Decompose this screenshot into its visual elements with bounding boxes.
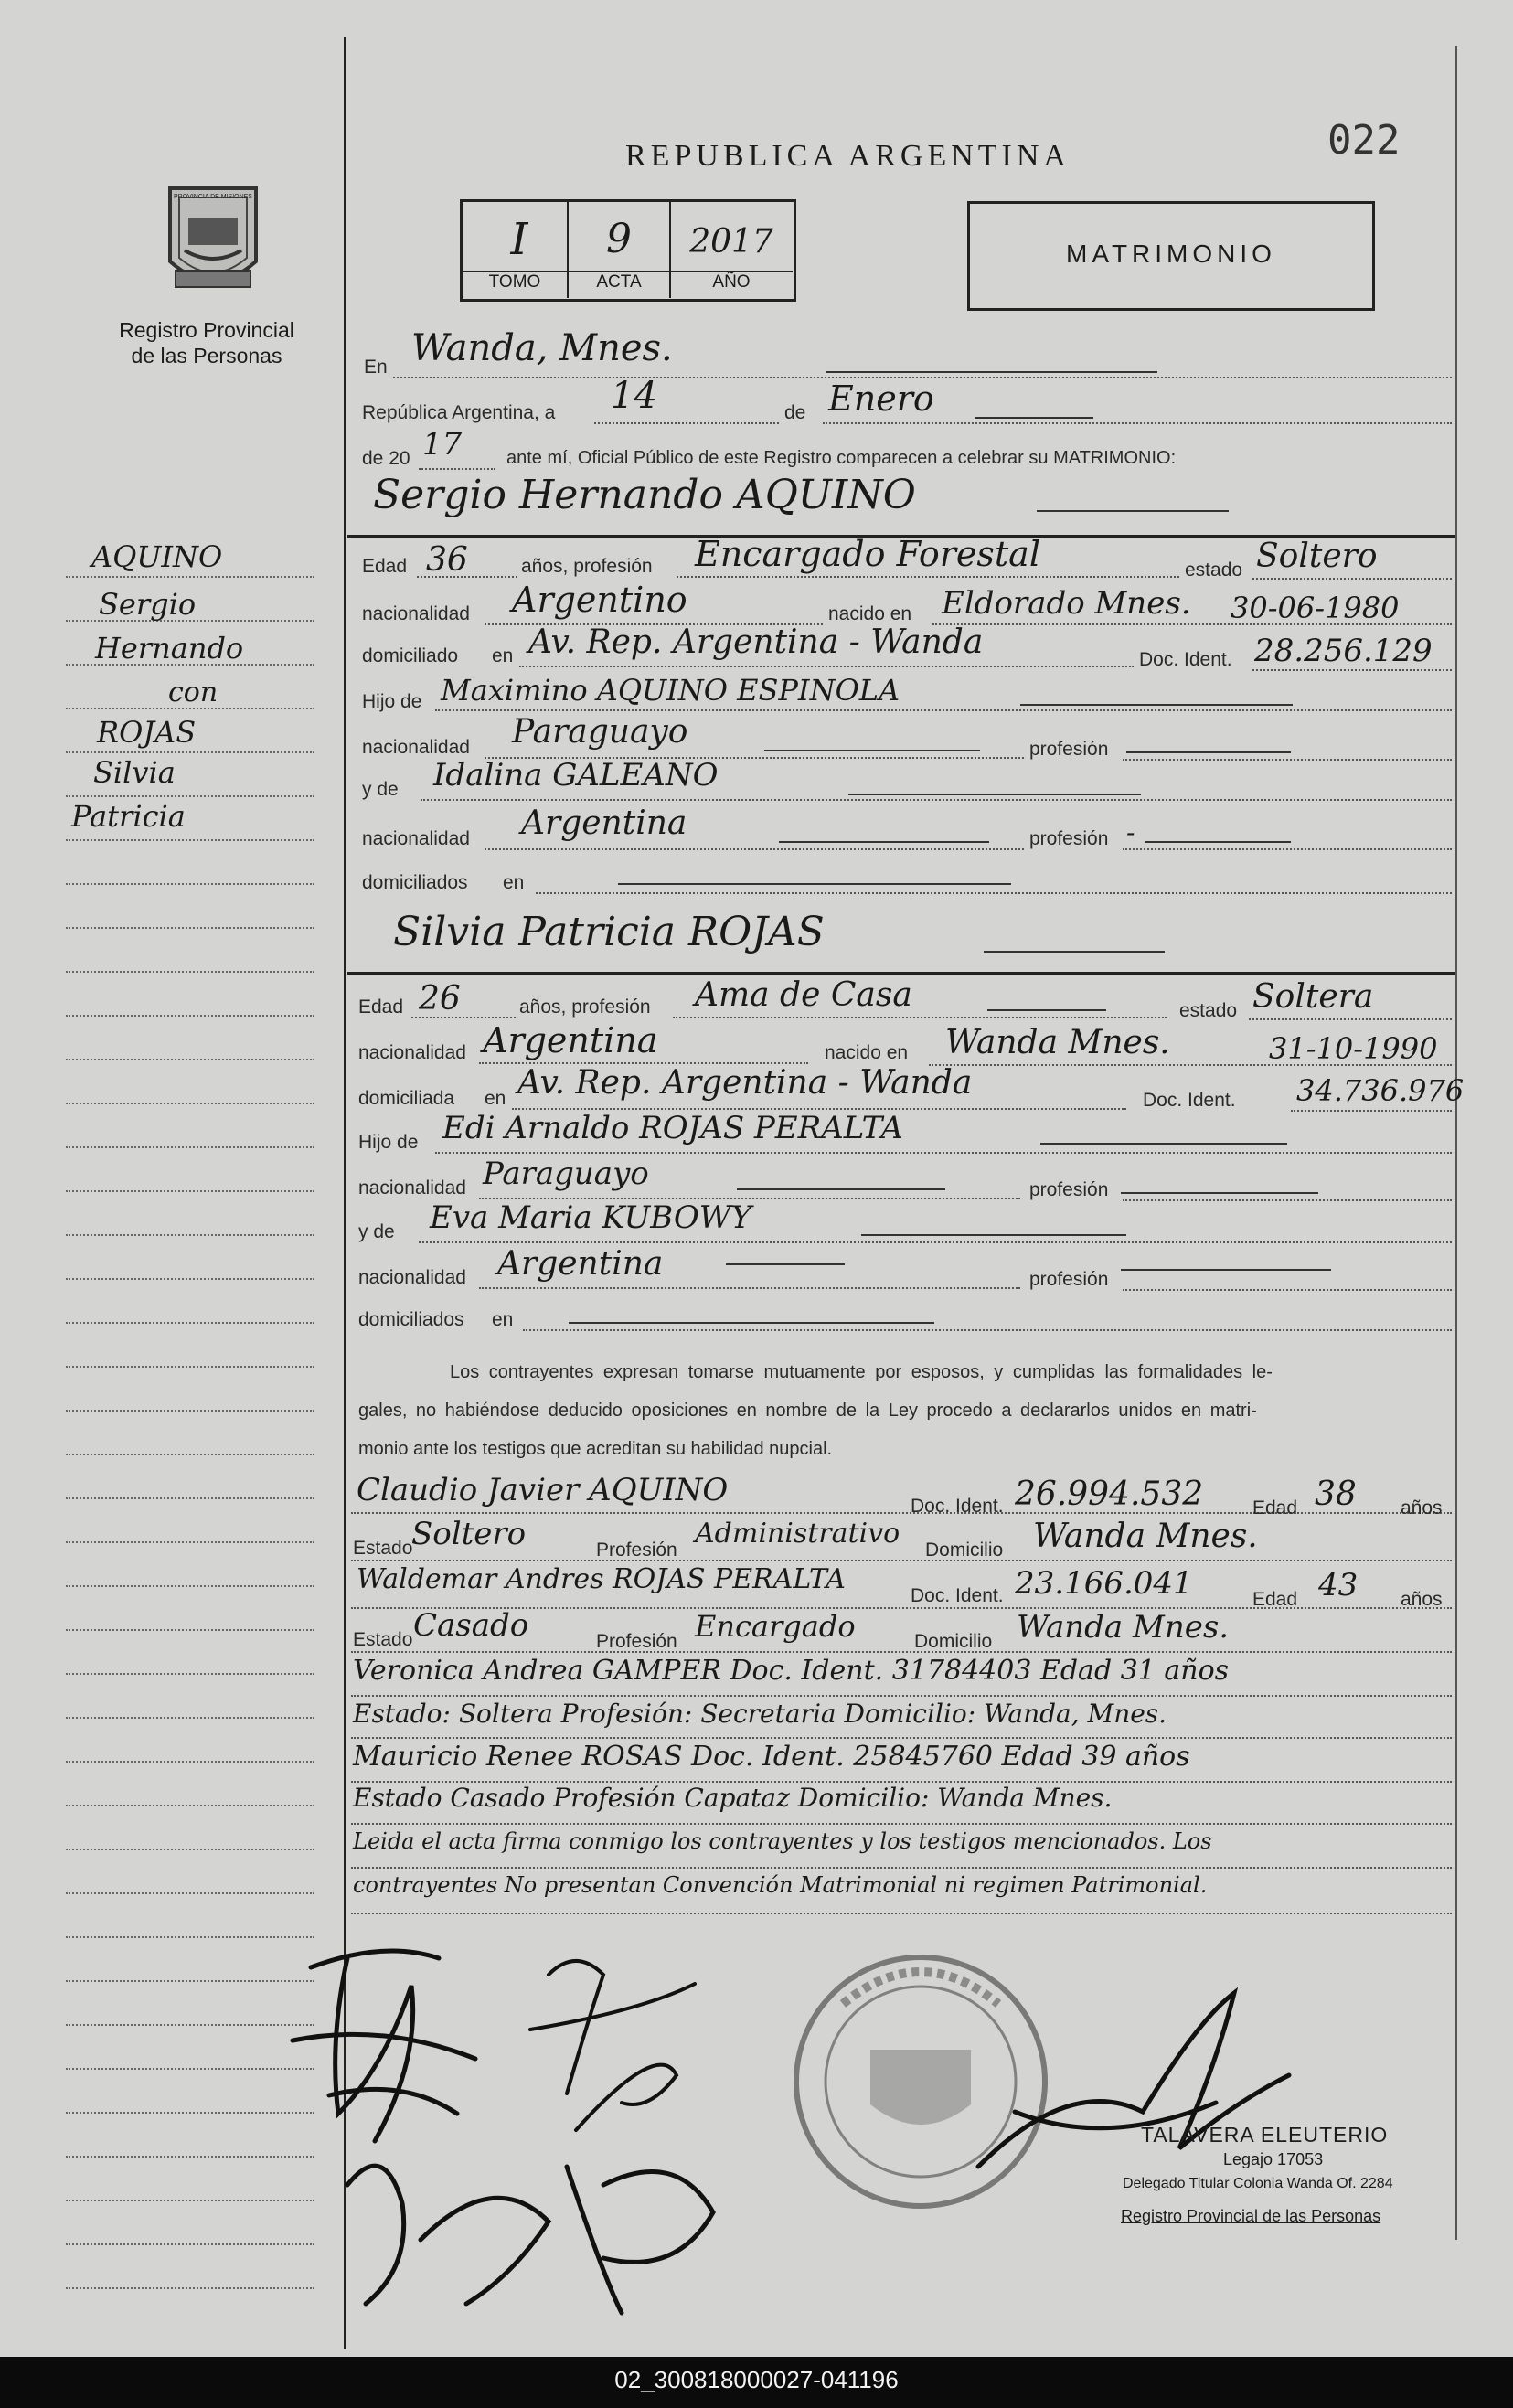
groom-domiciliados-line: [536, 892, 1452, 894]
witness2-name: Waldemar Andres ROJAS PERALTA: [357, 1563, 846, 1595]
groom-domicilio-line: [519, 666, 1134, 667]
margin-line-24: [66, 1585, 314, 1587]
groom-birthdate: 30-06-1980: [1231, 591, 1400, 625]
day-value: 14: [611, 375, 657, 417]
groom-father-nat-line-solid: [764, 750, 980, 751]
witness1-prof-label: Profesión: [596, 1540, 677, 1561]
bride-mother-line: [419, 1241, 1452, 1243]
groom-domiciliado-label: domiciliado: [362, 645, 459, 666]
groom-father-prof-line: [1123, 759, 1452, 761]
official-legajo: Legajo 17053: [1223, 2150, 1324, 2168]
margin-line-40: [66, 2287, 314, 2289]
place-value: Wanda, Mnes.: [411, 327, 673, 369]
groom-profesion-label: años, profesión: [521, 556, 653, 577]
bride-profession-line-solid: [987, 1009, 1106, 1011]
closing-line1-rule: [351, 1867, 1452, 1869]
groom-father-nat: Paraguayo: [512, 713, 688, 751]
margin-line-29: [66, 1805, 314, 1806]
de-label: de: [784, 402, 806, 423]
statement-line2: gales, no habiéndose deducido oposiciones en nombre de la Ley procedo a declararlos unidos en matri-: [358, 1401, 1257, 1421]
witness1-estado-label: Estado: [353, 1538, 413, 1559]
groom-birthplace: Eldorado Mnes.: [942, 585, 1191, 622]
margin-line-26: [66, 1673, 314, 1675]
margin-line-39: [66, 2243, 314, 2245]
bride-nacionalidad: Argentina: [483, 1020, 658, 1060]
bride-father-line: [435, 1152, 1452, 1154]
groom-domiciliados-line-solid: [618, 883, 1011, 885]
groom-doc: 28.256.129: [1254, 633, 1433, 669]
groom-nacionalidad: Argentino: [512, 580, 687, 620]
bride-mother-nat: Argentina: [497, 1245, 664, 1283]
groom-mother-nat-line: [485, 848, 1024, 850]
bride-name-line: [984, 951, 1165, 953]
signature-official: [960, 1966, 1307, 2208]
official-name: TALAVERA ELEUTERIO: [1141, 2123, 1389, 2147]
margin-note-line-4: con: [168, 677, 218, 709]
bride-doc: 34.736.976: [1296, 1073, 1465, 1108]
witness1-dom: Wanda Mnes.: [1033, 1518, 1258, 1555]
bride-section-rule: [347, 972, 1455, 975]
groom-full-name: Sergio Hernando AQUINO: [373, 472, 916, 518]
groom-mother-prof-label: profesión: [1029, 828, 1109, 849]
bride-father-prof-line-solid: [1121, 1192, 1318, 1194]
bride-profession: Ama de Casa: [695, 976, 912, 1014]
witness1-prof: Administrativo: [695, 1518, 900, 1550]
margin-line-12: [66, 1059, 314, 1060]
groom-doc-line: [1252, 669, 1452, 671]
closing-line1: Leida el acta firma conmigo los contrayentes y los testigos mencionados. Los: [353, 1828, 1212, 1854]
witness1-age: 38: [1315, 1476, 1357, 1513]
witness2-dom: Wanda Mnes.: [1017, 1609, 1230, 1646]
margin-line-22: [66, 1497, 314, 1499]
margin-line-14: [66, 1146, 314, 1148]
bride-edad-label: Edad: [358, 996, 404, 1018]
witness2-estado-label: Estado: [353, 1629, 413, 1650]
intro-sentence: ante mí, Oficial Público de este Registro comparecen a celebrar su MATRIMONIO:: [506, 448, 1177, 468]
margin-line-27: [66, 1717, 314, 1719]
closing-line2-rule: [351, 1913, 1452, 1914]
registry-line2: de las Personas: [131, 344, 282, 368]
groom-estado-label: estado: [1185, 559, 1243, 581]
year-line: [419, 468, 495, 470]
margin-line-9: [66, 927, 314, 929]
emblem-text: PROVINCIA DE MISIONES: [174, 194, 252, 200]
margin-line-1: [66, 576, 314, 578]
bride-profesion-label: años, profesión: [519, 996, 651, 1018]
groom-mother-prof-line-solid: [1145, 841, 1291, 843]
margin-line-13: [66, 1103, 314, 1104]
groom-name-line: [1037, 510, 1229, 512]
bride-doc-label: Doc. Ident.: [1143, 1090, 1236, 1111]
bride-nacido-label: nacido en: [825, 1042, 909, 1063]
margin-line-10: [66, 971, 314, 973]
act-type-label: MATRIMONIO: [1066, 240, 1276, 268]
margin-note-line-7: Patricia: [71, 799, 186, 834]
bride-age-line: [411, 1017, 516, 1018]
bride-nacido-line: [929, 1064, 1452, 1066]
extra-line1-rule: [351, 1695, 1452, 1697]
margin-line-30: [66, 1849, 314, 1850]
witness1-edad-label: Edad: [1252, 1497, 1298, 1518]
groom-domiciliados-label: domiciliados: [362, 872, 468, 893]
acta-value: 9: [606, 216, 632, 262]
groom-domicilio: Av. Rep. Argentina - Wanda: [528, 623, 984, 661]
registry-line1: Registro Provincial: [119, 318, 294, 342]
official-title: Delegado Titular Colonia Wanda Of. 2284: [1123, 2176, 1393, 2191]
bride-mother-nat-line: [479, 1287, 1020, 1289]
groom-mother-prof: -: [1126, 817, 1135, 847]
margin-line-23: [66, 1541, 314, 1543]
extra-witness-line3: Mauricio Renee ROSAS Doc. Ident. 25845760 Edad 39 años: [353, 1741, 1190, 1773]
groom-father-nat-label: nacionalidad: [362, 737, 470, 758]
bride-father-prof-line: [1123, 1199, 1452, 1201]
witness2-edad-label: Edad: [1252, 1589, 1298, 1610]
groom-mother-nat: Argentina: [521, 804, 687, 842]
groom-profession: Encargado Forestal: [695, 534, 1040, 574]
month-line-solid: [975, 417, 1093, 419]
margin-line-28: [66, 1761, 314, 1763]
footer-code: 02_300818000027-041196: [614, 2366, 899, 2393]
groom-mother: Idalina GALEANO: [433, 757, 719, 794]
tomo-value: I: [510, 214, 528, 265]
bride-father-label: Hijo de: [358, 1132, 419, 1153]
groom-estado: Soltero: [1256, 538, 1378, 575]
margin-line-20: [66, 1410, 314, 1412]
place-line-solid: [826, 371, 1157, 373]
witness2-doc-label: Doc. Ident.: [911, 1585, 1004, 1606]
groom-domiciliados-en: en: [503, 872, 525, 893]
bride-father-nat-line-solid: [737, 1188, 945, 1190]
groom-mother-nat-line-solid: [779, 841, 989, 843]
bride-doc-line: [1291, 1110, 1452, 1112]
bride-estado: Soltera: [1252, 978, 1374, 1016]
witness2-estado-line: [351, 1651, 1452, 1653]
margin-line-8: [66, 883, 314, 885]
bride-domiciliados-en: en: [492, 1309, 514, 1330]
bride-father-nat: Paraguayo: [483, 1156, 649, 1192]
groom-nacido-label: nacido en: [828, 603, 912, 624]
groom-doc-label: Doc. Ident.: [1139, 649, 1232, 670]
margin-line-5: [66, 751, 314, 753]
groom-edad-label: Edad: [362, 556, 408, 577]
witness2-prof: Encargado: [695, 1609, 856, 1644]
bride-mother-nat-line-solid: [726, 1263, 845, 1265]
witness1-name: Claudio Javier AQUINO: [357, 1472, 729, 1508]
closing-line2: contrayentes No presentan Convención Matrimonial ni regimen Patrimonial.: [353, 1872, 1208, 1898]
margin-note-line-1: AQUINO: [91, 539, 223, 574]
groom-father-prof-line-solid: [1126, 751, 1291, 753]
bride-domicilio: Av. Rep. Argentina - Wanda: [517, 1064, 973, 1102]
margin-line-21: [66, 1454, 314, 1455]
bride-domiciliados-line-solid: [569, 1322, 934, 1324]
groom-father-label: Hijo de: [362, 691, 422, 712]
margin-line-17: [66, 1278, 314, 1280]
bride-age: 26: [419, 980, 461, 1018]
groom-father-line: [435, 709, 1452, 711]
extra-witness-line1: Veronica Andrea GAMPER Doc. Ident. 31784403 Edad 31 años: [353, 1655, 1230, 1687]
witness1-anos: años: [1401, 1497, 1443, 1518]
bride-birthplace: Wanda Mnes.: [945, 1024, 1170, 1061]
en-label: En: [364, 357, 388, 378]
margin-line-31: [66, 1892, 314, 1894]
bride-mother: Eva Maria KUBOWY: [430, 1199, 752, 1236]
witness2-age: 43: [1318, 1567, 1359, 1604]
acta-label: ACTA: [596, 272, 642, 292]
witness2-dom-label: Domicilio: [914, 1631, 993, 1652]
bride-domiciliados-line: [523, 1329, 1452, 1331]
bride-domicilio-en: en: [485, 1088, 506, 1109]
bride-domiciliada-label: domiciliada: [358, 1088, 455, 1109]
bride-birthdate: 31-10-1990: [1269, 1031, 1438, 1066]
bride-mother-nat-label: nacionalidad: [358, 1267, 466, 1288]
margin-note-line-5: ROJAS: [97, 715, 197, 750]
witness2-estado: Casado: [413, 1607, 529, 1644]
groom-age-line: [417, 576, 517, 578]
groom-father: Maximino AQUINO ESPINOLA: [441, 673, 900, 708]
groom-estado-line: [1252, 578, 1452, 580]
day-line: [594, 422, 779, 424]
bride-father: Edi Arnaldo ROJAS PERALTA: [442, 1110, 903, 1146]
bride-estado-label: estado: [1179, 1000, 1238, 1021]
tomo-label: TOMO: [488, 272, 541, 292]
margin-line-16: [66, 1234, 314, 1236]
extra-line4-rule: [351, 1823, 1452, 1825]
extra-line2-rule: [351, 1737, 1452, 1739]
witness2-anos: años: [1401, 1589, 1443, 1610]
signature-witnesses: [329, 2130, 750, 2336]
groom-mother-label: y de: [362, 779, 399, 800]
bride-father-nat-label: nacionalidad: [358, 1177, 466, 1199]
witness1-estado: Soltero: [411, 1516, 527, 1552]
right-border-line: [1455, 46, 1457, 2240]
bride-nacionalidad-label: nacionalidad: [358, 1042, 466, 1063]
margin-line-18: [66, 1322, 314, 1324]
witness1-estado-line: [351, 1560, 1452, 1561]
bride-father-prof-label: profesión: [1029, 1179, 1109, 1200]
extra-witness-line4: Estado Casado Profesión Capataz Domicilio: Wanda Mnes.: [353, 1783, 1113, 1813]
witness2-prof-label: Profesión: [596, 1631, 677, 1652]
groom-nacionalidad-label: nacionalidad: [362, 603, 470, 624]
year-prefix: de 20: [362, 448, 410, 469]
margin-line-7: [66, 839, 314, 841]
groom-mother-line: [421, 799, 1452, 801]
margin-note-line-2: Sergio: [99, 587, 197, 622]
extra-witness-line2: Estado: Soltera Profesión: Secretaria Domicilio: Wanda, Mnes.: [353, 1699, 1167, 1729]
signature-groom: [274, 1931, 512, 2164]
groom-mother-prof-line: [1123, 848, 1452, 850]
republica-label: República Argentina, a: [362, 402, 556, 423]
margin-line-38: [66, 2200, 314, 2201]
margin-line-15: [66, 1190, 314, 1192]
page-number: 022: [1327, 117, 1401, 164]
margin-line-25: [66, 1629, 314, 1631]
witness2-doc: 23.166.041: [1015, 1565, 1193, 1602]
bride-mother-prof-label: profesión: [1029, 1269, 1109, 1290]
anio-value: 2017: [689, 223, 773, 261]
official-registry: Registro Provincial de las Personas: [1121, 2207, 1381, 2225]
statement-line1: Los contrayentes expresan tomarse mutuamente por esposos, y cumplidas las formalidades le-: [450, 1362, 1273, 1382]
month-line: [823, 422, 1452, 424]
bride-mother-label: y de: [358, 1221, 395, 1242]
groom-profession-line: [677, 576, 1179, 578]
margin-note-line-3: Hernando: [95, 631, 244, 666]
bride-profession-line: [673, 1017, 1167, 1018]
year-suffix: 17: [422, 426, 463, 463]
margin-note-line-6: Silvia: [93, 755, 176, 790]
bride-mother-line-solid: [861, 1234, 1126, 1236]
margin-line-19: [66, 1366, 314, 1368]
country-title: REPUBLICA ARGENTINA: [625, 139, 1071, 173]
bride-full-name: Silvia Patricia ROJAS: [393, 909, 825, 955]
witness1-doc-label: Doc. Ident.: [911, 1496, 1004, 1517]
bride-domiciliados-label: domiciliados: [358, 1309, 464, 1330]
bride-estado-line: [1249, 1018, 1452, 1020]
witness1-dom-label: Domicilio: [925, 1540, 1004, 1561]
groom-domicilio-en: en: [492, 645, 514, 666]
margin-line-11: [66, 1015, 314, 1017]
bride-father-line-solid: [1040, 1143, 1287, 1145]
groom-mother-nat-label: nacionalidad: [362, 828, 470, 849]
groom-mother-line-solid: [848, 794, 1141, 795]
bride-mother-prof-line-solid: [1121, 1269, 1331, 1271]
groom-father-line-solid: [1020, 704, 1293, 706]
witness1-doc: 26.994.532: [1015, 1476, 1204, 1513]
statement-line3: monio ante los testigos que acreditan su habilidad nupcial.: [358, 1439, 833, 1459]
groom-age: 36: [426, 541, 468, 579]
anio-label: AÑO: [712, 272, 751, 292]
signature-bride: [512, 1947, 731, 2153]
groom-father-prof-label: profesión: [1029, 739, 1109, 760]
month-value: Enero: [828, 378, 934, 419]
groom-nacido-line: [932, 623, 1452, 625]
bride-mother-prof-line: [1123, 1289, 1452, 1291]
margin-line-6: [66, 795, 314, 797]
